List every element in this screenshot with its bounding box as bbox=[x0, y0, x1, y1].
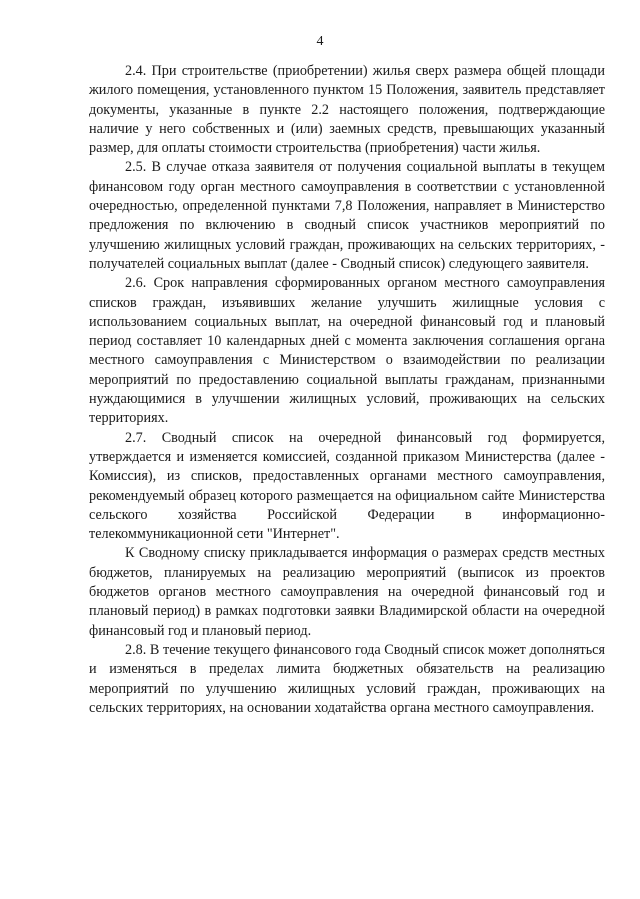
page-number: 4 bbox=[316, 34, 324, 49]
paragraph-2-7: 2.7. Сводный список на очередной финансовый год формируется, утверждается и изменяется комиссией, созданной приказом Министерства (далее - Комиссия), из списков, предоставленных органами местного самоуправления, рекомендуемый образец которого размещается на официальном сайте Министерства сельского хозяйства Российской Федерации в информационно-телекоммуникационной сети "Интернет". bbox=[89, 429, 605, 543]
body-text bbox=[89, 62, 605, 718]
paragraph-2-4: 2.4. При строительстве (приобретении) жилья сверх размера общей площади жилого помещения, установленного пунктом 15 Положения, заявитель представляет документы, указанные в пункте 2.2 настоящего положения, подтверждающие наличие у него собственных и (или) заемных средств, превышающих указанный размер, для оплаты стоимости строительства (приобретения) части жилья. bbox=[89, 63, 605, 157]
paragraph-2-5: 2.5. В случае отказа заявителя от получения социальной выплаты в текущем финансовом году орган местного самоуправления в соответствии с установленной очередностью, определенной пунктами 7,8 Положения, направляет в Министерство предложения по включению в сводный список участников мероприятий по улучшению жилищных условий граждан, проживающих на сельских территориях, - получателей социальных выплат (далее - Сводный список) следующего заявителя. bbox=[89, 159, 605, 272]
paragraph-2-6: 2.6. Срок направления сформированных органом местного самоуправления списков граждан, изъявивших желание улучшить жилищные условия с использованием социальных выплат, на очередной финансовый год и плановый период составляет 10 календарных дней с момента заключения соглашения органа местного самоуправления с Министерством о взаимодействии по реализации мероприятий по предоставлению социальной выплаты гражданам, признанными нуждающимися в улучшении жилищных условий, проживающих на сельских территориях. bbox=[89, 275, 605, 427]
paragraph-2-8: 2.8. В течение текущего финансового года Сводный список может дополняться и изменяться в пределах лимита бюджетных обязательств на реализацию мероприятий по улучшению жилищных условий граждан, проживающих на сельских территориях, на основании ходатайства органа местного самоуправления. bbox=[89, 641, 605, 716]
paragraph-2-7-attachment: К Сводному списку прикладывается информация о размерах средств местных бюджетов, планируемых на реализацию мероприятий (выписок из проектов бюджетов органов местного самоуправления на очередной финансовый год и плановый период) в рамках подготовки заявки Владимирской области на очередной финансовый год и плановый период. bbox=[89, 545, 605, 639]
